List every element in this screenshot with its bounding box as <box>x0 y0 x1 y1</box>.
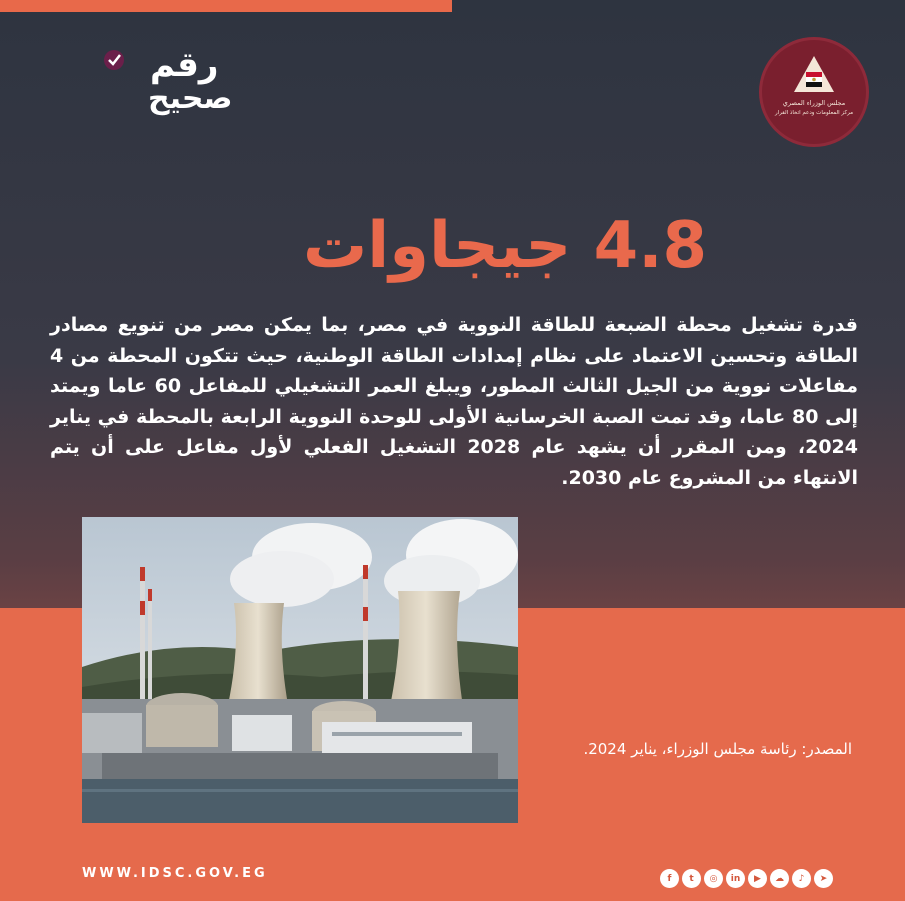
nuclear-plant-illustration <box>82 517 518 823</box>
website-link[interactable]: WWW.IDSC.GOV.EG <box>82 866 268 881</box>
instagram-icon[interactable]: ◎ <box>704 869 723 888</box>
youtube-icon[interactable]: ▶ <box>748 869 767 888</box>
raqam-saheeh-logo-art <box>62 40 233 116</box>
logo-text-top: رقم <box>150 45 219 85</box>
source-citation: المصدر: رئاسة مجلس الوزراء، يناير 2024. <box>583 740 852 758</box>
idsc-logo-line1: مجلس الوزراء المصري <box>782 99 846 107</box>
idsc-logo <box>762 40 866 144</box>
linkedin-icon[interactable]: in <box>726 869 745 888</box>
twitter-icon[interactable]: t <box>682 869 701 888</box>
social-icons-row <box>660 869 833 891</box>
check-circle-icon <box>104 50 124 70</box>
soundcloud-icon[interactable]: ☁ <box>770 869 789 888</box>
telegram-icon[interactable]: ➤ <box>814 869 833 888</box>
body-paragraph: قدرة تشغيل محطة الضبعة للطاقة النووية في مصر، بما يمكن مصر من تنويع مصادر الطاقة وتحسين الاعتماد على نظام إمدادات الطاقة الوطنية، حيث تتكون المحطة من 4 مفاعلات نووية من الجيل الثالث المطور، ويبلغ العمر التشغيلي للمفاعل 60 عاما ويمتد إلى 80 عاما، وقد تمت الصبة الخرسانية الأولى للوحدة النووية الرابعة بالمحطة في يناير 2024، ومن المقرر أن يشهد عام 2028 التشغيل الفعلي لأول مفاعل على أن يتم الانتهاء من المشروع عام 2030. <box>50 314 859 489</box>
logo-text-bottom: صحيح <box>148 81 233 116</box>
headline-stat: 4.8 جيجاوات <box>302 209 708 283</box>
idsc-logo-line2: مركز المعلومات ودعم اتخاذ القرار <box>774 110 854 116</box>
top-accent-strip <box>0 0 452 12</box>
raqam-saheeh-logo <box>62 40 233 116</box>
nuclear-plant-photo <box>82 517 518 823</box>
tiktok-icon[interactable]: ♪ <box>792 869 811 888</box>
facebook-icon[interactable]: f <box>660 869 679 888</box>
egypt-flag-emblem-icon <box>792 54 836 96</box>
